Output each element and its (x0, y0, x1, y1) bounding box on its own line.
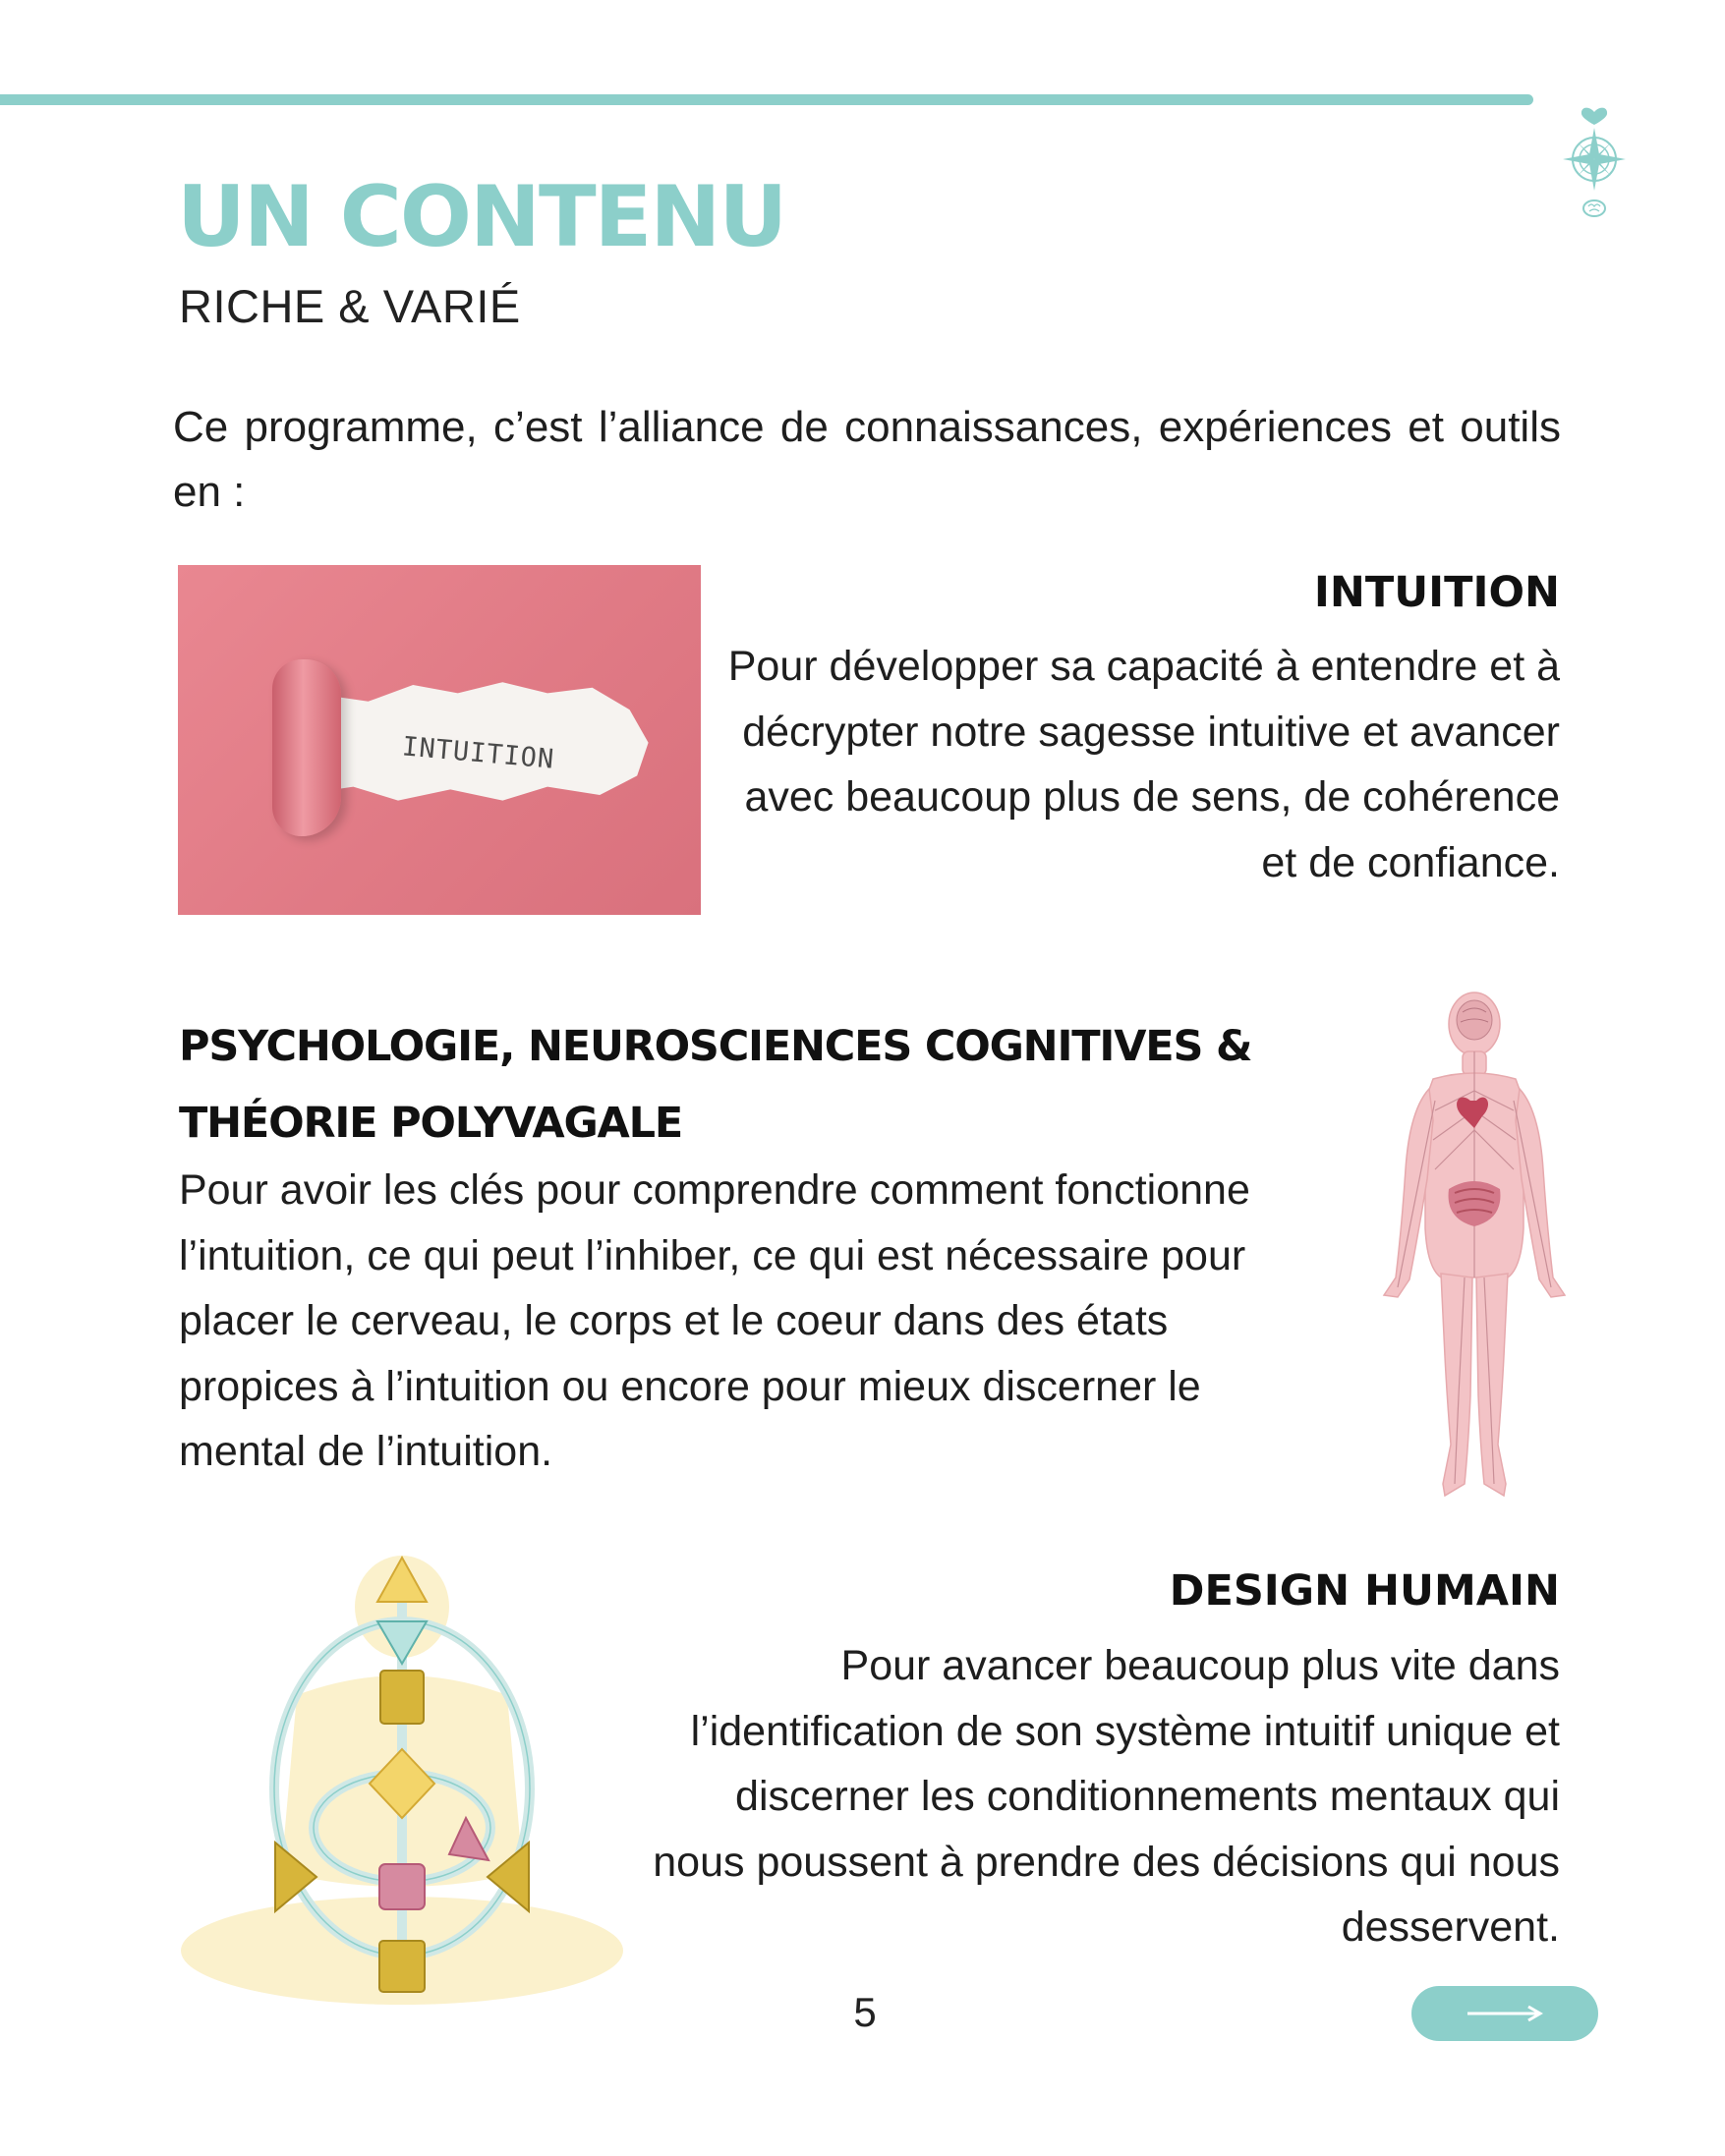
heart-compass-brain-icon (1545, 88, 1643, 226)
section-heading-intuition: INTUITION (1313, 568, 1560, 617)
section-heading-design-humain: DESIGN HUMAIN (1169, 1566, 1560, 1616)
section-text-design-humain: Pour avancer beaucoup plus vite dans l’identification de son système intuitif unique et discerner les conditionnements mentaux qui nous poussent à prendre des décisions qui nous desservent. (653, 1642, 1560, 1951)
section-text-psychologie: Pour avoir les clés pour comprendre comment fonctionne l’intuition, ce qui peut l’inhiber, ce qui est nécessaire pour placer le cerveau, le corps et le coeur dans des états propices à l’intuition ou encore pour mieux discerner le mental de l’intuition. (179, 1166, 1250, 1475)
intuition-photo-word: INTUITION (400, 731, 556, 775)
section-heading-psychologie: PSYCHOLOGIE, NEUROSCIENCES COGNITIVES & THÉORIE POLYVAGALE (179, 1022, 1252, 1148)
page-title: UN CONTENU (177, 168, 786, 266)
human-design-bodygraph-icon (179, 1548, 626, 2010)
top-rule (0, 94, 1533, 105)
intro-paragraph: Ce programme, c’est l’alliance de connaissances, expériences et outils en : (173, 403, 1561, 516)
arrow-right-icon (1466, 2004, 1544, 2023)
paper-curl (272, 659, 341, 836)
intuition-photo (178, 565, 701, 915)
page-number: 5 (853, 1989, 877, 2035)
nervous-system-body-icon (1376, 983, 1573, 1504)
next-page-button[interactable] (1411, 1986, 1598, 2041)
section-text-intuition: Pour développer sa capacité à entendre et à décrypter notre sagesse intuitive et avancer avec beaucoup plus de sens, de cohérence et de confiance. (727, 643, 1560, 886)
page-subtitle: RICHE & VARIÉ (179, 280, 521, 332)
